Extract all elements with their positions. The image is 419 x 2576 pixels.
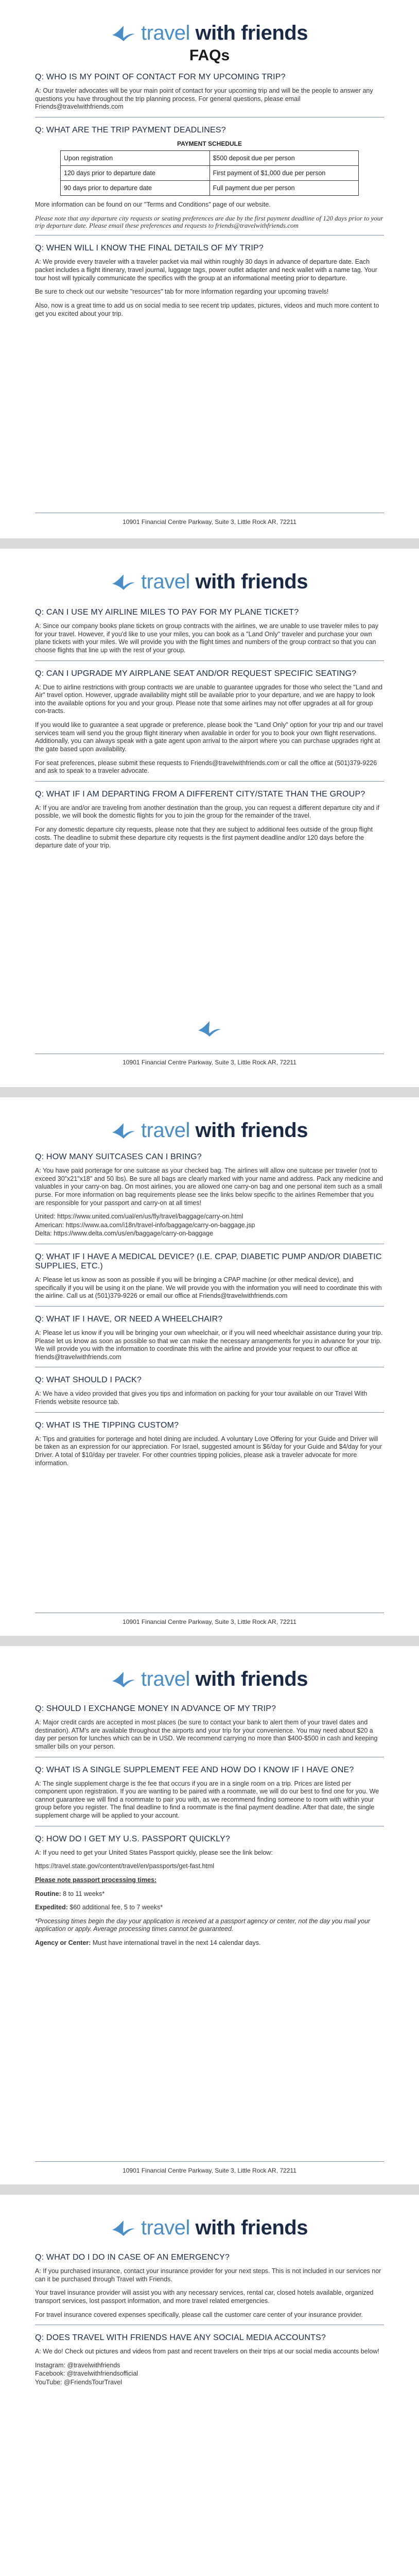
question-seat-upgrade: Q: CAN I UPGRADE MY AIRPLANE SEAT AND/OR REQUEST SPECIFIC SEATING?	[35, 669, 357, 678]
brand-prefix: travel	[141, 22, 190, 44]
question-departure-city: Q: WHAT IF I AM DEPARTING FROM A DIFFERENT CITY/STATE THAN THE GROUP?	[35, 789, 365, 799]
answer-passport: A: If you need to get your United States Passport quickly, please see the link below:	[35, 1849, 273, 1856]
divider	[35, 1412, 384, 1413]
question-passport: Q: HOW DO I GET MY U.S. PASSPORT QUICKLY?	[35, 1834, 230, 1843]
routine-value: 8 to 11 weeks*	[63, 1890, 105, 1897]
footer-address: 10901 Financial Centre Parkway, Suite 3, Little Rock AR, 72211	[123, 2167, 296, 2174]
processing-note: *Processing times begin the day your application is received at a passport agency or center, not the day you mail your application or apply. Average processing times cannot be guaranteed.	[35, 1917, 371, 1933]
answer-wheelchair: A: Please let us know if you will be bringing your own wheelchair, or if you will need wheelchair assistance during your trip. Please let us know as soon as possible so that we can make the necessary arrangements for you in advance for your trip. We will provide you with the information to coordinate this with the airline and provide your request to our office at friends@travelwithfriends.com	[35, 1329, 383, 1361]
answer-emergency-services: Your travel insurance provider will assist you with any necessary services, rental car, closed hotels available, organized transport services, lost passport information, and more travel related emergencies.	[35, 2289, 374, 2304]
table-cell: 90 days prior to departure date	[61, 180, 210, 195]
question-contact: Q: WHO IS MY POINT OF CONTACT FOR MY UPCOMING TRIP?	[35, 73, 286, 81]
routine-line	[35, 1890, 384, 1899]
answer-social-media: A: We do! Check out pictures and videos from past and recent travelers on their trips at our social media accounts below!	[35, 2348, 379, 2355]
table-row	[61, 150, 359, 165]
question-social-media: Q: DOES TRAVEL WITH FRIENDS HAVE ANY SOCIAL MEDIA ACCOUNTS?	[35, 2333, 326, 2343]
answer-airline-miles: A: Since our company books plane tickets on group contracts with the airlines, we are unable to use traveler miles to pay for your travel. However, if you'd like to use your miles, you can book as a "Land Only" traveler and purchase your own plane tickets with your miles. We will provide you with the flight times and numbers of the group contract so that you can choose flights that line up with the rest of your group.	[35, 622, 379, 654]
answer-emergency: A: If you purchased insurance, contact your insurance provider for your next steps. This is not included in our services nor can it be purchased through Travel with Friends.	[35, 2267, 381, 2283]
schedule-title: PAYMENT SCHEDULE	[177, 140, 242, 147]
question-exchange-money: Q: SHOULD I EXCHANGE MONEY IN ADVANCE OF MY TRIP?	[35, 1704, 276, 1713]
page-5	[0, 2195, 419, 2576]
brand-logo	[35, 1097, 384, 1142]
question-medical-device: Q: WHAT IF I HAVE A MEDICAL DEVICE? (I.E. CPAP, DIABETIC PUMP AND/OR DIABETIC SUPPLIES, ETC.)	[35, 1252, 382, 1270]
terms-note: More information can be found on our "Terms and Conditions" page of our website.	[35, 200, 271, 208]
answer-departure-fees: For any domestic departure city requests, please note that they are subject to additional fees outside of the group flight costs. The deadline to submit these departure city requests is the first payment deadline and/or 120 days before the departure date of your trip.	[35, 826, 373, 850]
routine-label: Routine:	[35, 1890, 61, 1897]
brand-prefix: travel	[141, 1668, 190, 1690]
answer-contact: A: Our traveler advocates will be your main point of contact for your upcoming trip and will be the people to answer any questions you have throughout the trip planning process. For general questions, please email Friends@travelwithfriends.com	[35, 87, 373, 111]
question-packing: Q: WHAT SHOULD I PACK?	[35, 1376, 142, 1385]
link-united[interactable]: United: https://www.united.com/ual/en/us/fly/travel/baggage/carry-on.html	[35, 1213, 243, 1221]
bird-icon	[111, 1122, 136, 1140]
agency-label: Agency or Center:	[35, 1939, 91, 1946]
answer-final-details: A: We provide every traveler with a traveler packet via mail within roughly 30 days in advance of departure date. Each packet includes a flight itinerary, travel journal, luggage tags, power outlet adapter and neck wallet with a name tag. Your tour host will typically communicate the specifics with the group at an informational meeting prior to departure.	[35, 258, 377, 282]
question-payment: Q: WHAT ARE THE TRIP PAYMENT DEADLINES?	[35, 125, 226, 134]
bird-icon	[111, 25, 136, 42]
bird-icon	[111, 1671, 136, 1688]
expedited-label: Expedited:	[35, 1904, 68, 1911]
departure-note: Please note that any departure city requests or seating preferences are due by the first payment deadline of 120 days prior to your trip departure date. Please email these preferences and requests to friends@travelwithfriends.com	[35, 214, 383, 230]
brand-prefix: travel	[141, 570, 190, 593]
divider	[35, 660, 384, 661]
answer-seat-guarantee: If you would like to guarantee a seat upgrade or preference, please book the "Land Only" option for your trip and our travel services team will send you the group flight itinerary when available in order for you to book your own flight reservations. Additionally, you can always speak with a gate agent upon arrival to the airport where you can purchase upgrades right at the gate based upon availability.	[35, 721, 383, 753]
answer-packing: A: We have a video provided that gives you tips and information on packing for your tour available on our Travel With Friends website resource tab.	[35, 1390, 368, 1405]
brand-suffix: with friends	[195, 570, 308, 593]
expedited-value: $60 additional fee, 5 to 7 weeks*	[69, 1904, 163, 1911]
table-cell: Full payment due per person	[210, 180, 359, 195]
answer-tipping: A: Tips and gratuities for porterage and hotel dining are included. A voluntary Love Offering for your Guide and Driver will be taken as an expression for our appreciation. For Israel, suggested amount is $6/day for your Guide and $4/day for your Driver. A total of $10/day per traveler. For other countries tipping policies, please ask a traveler advocate for more information.	[35, 1435, 382, 1467]
bird-icon	[111, 573, 136, 591]
table-cell: Upon registration	[61, 150, 210, 165]
bird-mark	[0, 1020, 419, 1038]
footer-address: 10901 Financial Centre Parkway, Suite 3, Little Rock AR, 72211	[123, 1059, 296, 1066]
page-4	[0, 1646, 419, 2184]
answer-suitcases: A: You have paid porterage for one suitcase as your checked bag. The airlines will allow one suitcase per traveler (not to exceed 30"x21"x18" and 50 lbs). Be sure all bags are clearly marked with your name and address. Pack any medicine and valuables in your carry-on bag. On most airlines, you are allowed one carry-on bag and one personal item such as a small purse. For more information on bag requirements please see the links below specific to the airlines Remember that you are responsible for your passport and carry-on at all times!	[35, 1167, 383, 1207]
answer-social: Also, now is a great time to add us on social media to see recent trip updates, pictures, videos and much more content to get you excited about your trip.	[35, 301, 379, 317]
question-single-supplement: Q: WHAT IS A SINGLE SUPPLEMENT FEE AND HOW DO I KNOW IF I HAVE ONE?	[35, 1765, 354, 1774]
question-suitcases: Q: HOW MANY SUITCASES CAN I BRING?	[35, 1153, 202, 1161]
answer-seat-preferences: For seat preferences, please submit these requests to Friends@travelwithfriends.com or call the office at (501)379-9226 and ask to speak to a traveler advocate.	[35, 759, 377, 775]
divider	[35, 1306, 384, 1307]
table-cell: First payment of $1,000 due per person	[210, 165, 359, 180]
social-facebook[interactable]: Facebook: @travelwithfriendsofficial	[35, 2370, 138, 2378]
question-wheelchair: Q: WHAT IF I HAVE, OR NEED A WHEELCHAIR?	[35, 1314, 223, 1324]
question-emergency: Q: WHAT DO I DO IN CASE OF AN EMERGENCY?	[35, 2253, 230, 2262]
answer-seat-upgrade: A: Due to airline restrictions with group contracts we are unable to guarantee upgrades for those who select the "Land and Air" travel option. However, upgrade availability might still be available prior to your departure, and we are happy to look into the available options for you and your group. Please note that some airlines may not offer upgrades at all for group con-tracts.	[35, 683, 382, 715]
link-american[interactable]: American: https://www.aa.com/i18n/travel-info/baggage/carry-on-baggage.jsp	[35, 1221, 255, 1229]
table-cell: 120 days prior to departure date	[61, 165, 210, 180]
social-youtube[interactable]: YouTube: @FriendsTourTravel	[35, 2379, 123, 2386]
question-airline-miles: Q: CAN I USE MY AIRLINE MILES TO PAY FOR MY PLANE TICKET?	[35, 608, 299, 617]
footer-divider	[35, 2161, 384, 2162]
bird-icon	[197, 1020, 222, 1038]
agency-line	[35, 1939, 384, 1947]
agency-value: Must have international travel in the next 14 calendar days.	[92, 1939, 261, 1946]
page-title: FAQs	[189, 47, 230, 64]
brand-logo	[35, 0, 384, 45]
table-cell: $500 deposit due per person	[210, 150, 359, 165]
answer-departure-city: A: If you are and/or are traveling from another destination than the group, you can request a different departure city and if possible, we will book the domestic flights for you to join the group for the remainder of the travel.	[35, 804, 379, 820]
payment-schedule-table	[60, 150, 359, 196]
footer-address: 10901 Financial Centre Parkway, Suite 3, Little Rock AR, 72211	[123, 518, 296, 526]
footer-address: 10901 Financial Centre Parkway, Suite 3, Little Rock AR, 72211	[123, 1618, 296, 1625]
processing-title: Please note passport processing times:	[35, 1876, 157, 1884]
brand-logo	[35, 549, 384, 594]
social-instagram[interactable]: Instagram: @travelwithfriends	[35, 2361, 120, 2369]
brand-suffix: with friends	[195, 2216, 308, 2239]
answer-resources: Be sure to check out our website "resources" tab for more information regarding your upcoming travels!	[35, 288, 329, 296]
answer-medical-device: A: Please let us know as soon as possible if you will be bringing a CPAP machine (or other medical device), and specifically if you will be using it on the plane. We will provide you with the information you will need to coordinate this with the airline. Call us at (501)379-9226 or email our office at Friends@travelwithfriends.com	[35, 1276, 382, 1300]
answer-exchange-money: A: Major credit cards are accepted in most places (be sure to contact your bank to alert them of your travel dates and destination). ATM's are available throughout the airports and your trip for your convenience. You may need about $20 a day per person for lunches which can be in USD. We recommend carrying no more than $400-$500 in cash and keeping smaller bills on your person.	[35, 1719, 378, 1750]
table-row	[61, 165, 359, 180]
table-row	[61, 180, 359, 195]
brand-prefix: travel	[141, 1119, 190, 1142]
brand-suffix: with friends	[195, 22, 308, 44]
expedited-line	[35, 1904, 384, 1912]
answer-single-supplement: A: The single supplement charge is the fee that occurs if you are in a single room on a trip. Prices are listed per component upon registration. If you are wanting to be paired with a roommate, we will do our best to find one for you. We cannot guarantee we will find a roommate to pair you with, as we recommend finding someone to room with within your group before you register. The final deadline to find a roommate is the final payment deadline. After that date, the single supplement charge will be applied to your account.	[35, 1780, 379, 1819]
page-1	[0, 0, 419, 538]
page-2	[0, 549, 419, 1087]
page-3	[0, 1097, 419, 1636]
question-tipping: Q: WHAT IS THE TIPPING CUSTOM?	[35, 1420, 179, 1430]
bird-icon	[111, 2219, 136, 2237]
brand-suffix: with friends	[195, 1119, 308, 1142]
brand-logo	[35, 2195, 384, 2240]
brand-logo	[35, 1646, 384, 1691]
question-final-details: Q: WHEN WILL I KNOW THE FINAL DETAILS OF MY TRIP?	[35, 244, 264, 253]
divider	[35, 781, 384, 782]
brand-suffix: with friends	[195, 1668, 308, 1690]
answer-emergency-expenses: For travel insurance covered expenses specifically, please call the customer care center of your insurance provider.	[35, 2311, 363, 2318]
brand-prefix: travel	[141, 2216, 190, 2239]
link-delta[interactable]: Delta: https://www.delta.com/us/en/baggage/carry-on-baggage	[35, 1230, 214, 1238]
link-passport[interactable]: https://travel.state.gov/content/travel/en/passports/get-fast.html	[35, 1862, 215, 1870]
